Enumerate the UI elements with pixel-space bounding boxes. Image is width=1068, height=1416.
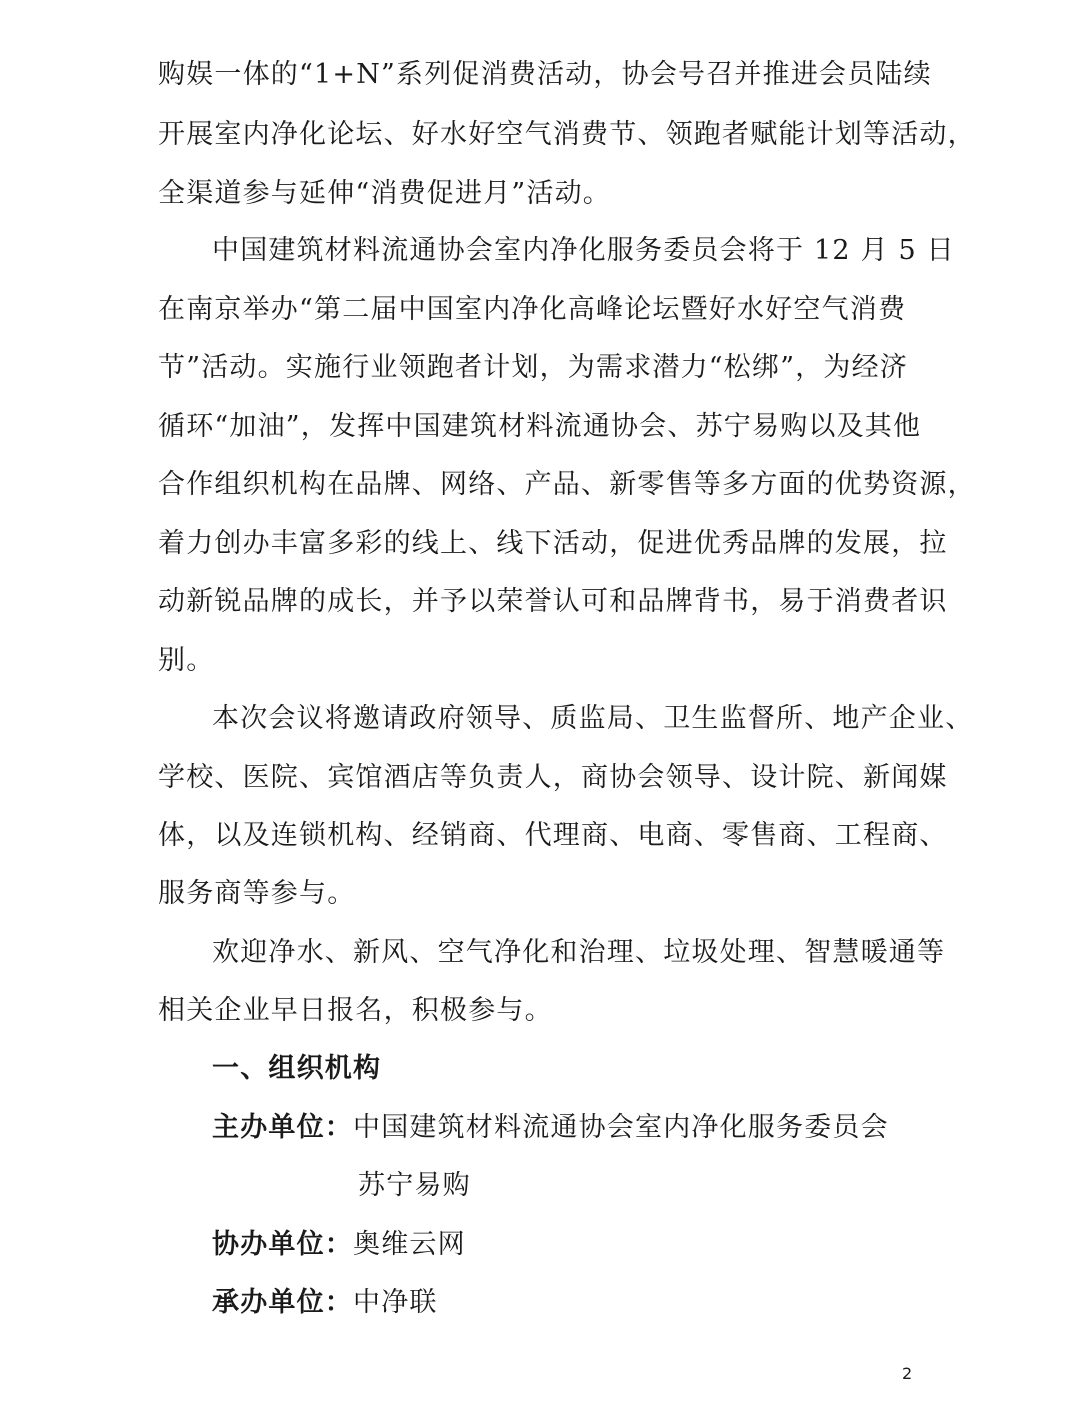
paragraph-1-line-3: 全渠道参与延伸“消费促进月”活动。: [158, 178, 612, 209]
paragraph-2-line-1: 中国建筑材料流通协会室内净化服务委员会将于 12 月 5 日: [212, 235, 955, 266]
co-organizer-label: 协办单位：: [212, 1229, 353, 1260]
paragraph-4-line-1: 欢迎净水、新风、空气净化和治理、垃圾处理、智慧暖通等: [212, 937, 946, 968]
paragraph-2-line-7: 动新锐品牌的成长，并予以荣誉认可和品牌背书，易于消费者识: [158, 586, 948, 617]
paragraph-4-line-2: 相关企业早日报名，积极参与。: [158, 995, 553, 1026]
paragraph-2-line-8: 别。: [158, 645, 215, 676]
paragraph-3-line-4: 服务商等参与。: [158, 878, 356, 909]
host-unit-1: 中国建筑材料流通协会室内净化服务委员会: [353, 1112, 889, 1143]
host-units-row: [212, 1110, 889, 1146]
paragraph-2-line-5: 合作组织机构在品牌、网络、产品、新零售等多方面的优势资源，: [158, 469, 976, 500]
organizer-value: 中净联: [353, 1287, 438, 1318]
paragraph-3-line-1: 本次会议将邀请政府领导、质监局、卫生监督所、地产企业、: [212, 703, 974, 734]
paragraph-2-line-6: 着力创办丰富多彩的线上、线下活动，促进优秀品牌的发展，拉: [158, 528, 948, 559]
paragraph-3-line-2: 学校、医院、宾馆酒店等负责人，商协会领导、设计院、新闻媒: [158, 762, 948, 793]
page-number: 2: [902, 1364, 913, 1383]
paragraph-2-line-4: 循环“加油”，发挥中国建筑材料流通协会、苏宁易购以及其他: [158, 411, 922, 442]
organizer-label: 承办单位：: [212, 1287, 353, 1318]
section-heading-organization: 一、组织机构: [212, 1053, 382, 1084]
paragraph-3-line-3: 体，以及连锁机构、经销商、代理商、电商、零售商、工程商、: [158, 820, 948, 851]
paragraph-2-line-2: 在南京举办“第二届中国室内净化高峰论坛暨好水好空气消费: [158, 294, 907, 325]
paragraph-1-line-1: 购娱一体的“1+N”系列促消费活动，协会号召并推进会员陆续: [158, 59, 932, 90]
host-unit-2: 苏宁易购: [358, 1170, 471, 1201]
co-organizer-row: [212, 1227, 466, 1263]
organizer-row: [212, 1285, 438, 1321]
paragraph-1-line-2: 开展室内净化论坛、好水好空气消费节、领跑者赋能计划等活动，: [158, 119, 976, 150]
co-organizer-value: 奥维云网: [353, 1229, 466, 1260]
host-units-label: 主办单位：: [212, 1112, 353, 1143]
paragraph-2-line-3: 节”活动。实施行业领跑者计划，为需求潜力“松绑”，为经济: [158, 352, 909, 383]
